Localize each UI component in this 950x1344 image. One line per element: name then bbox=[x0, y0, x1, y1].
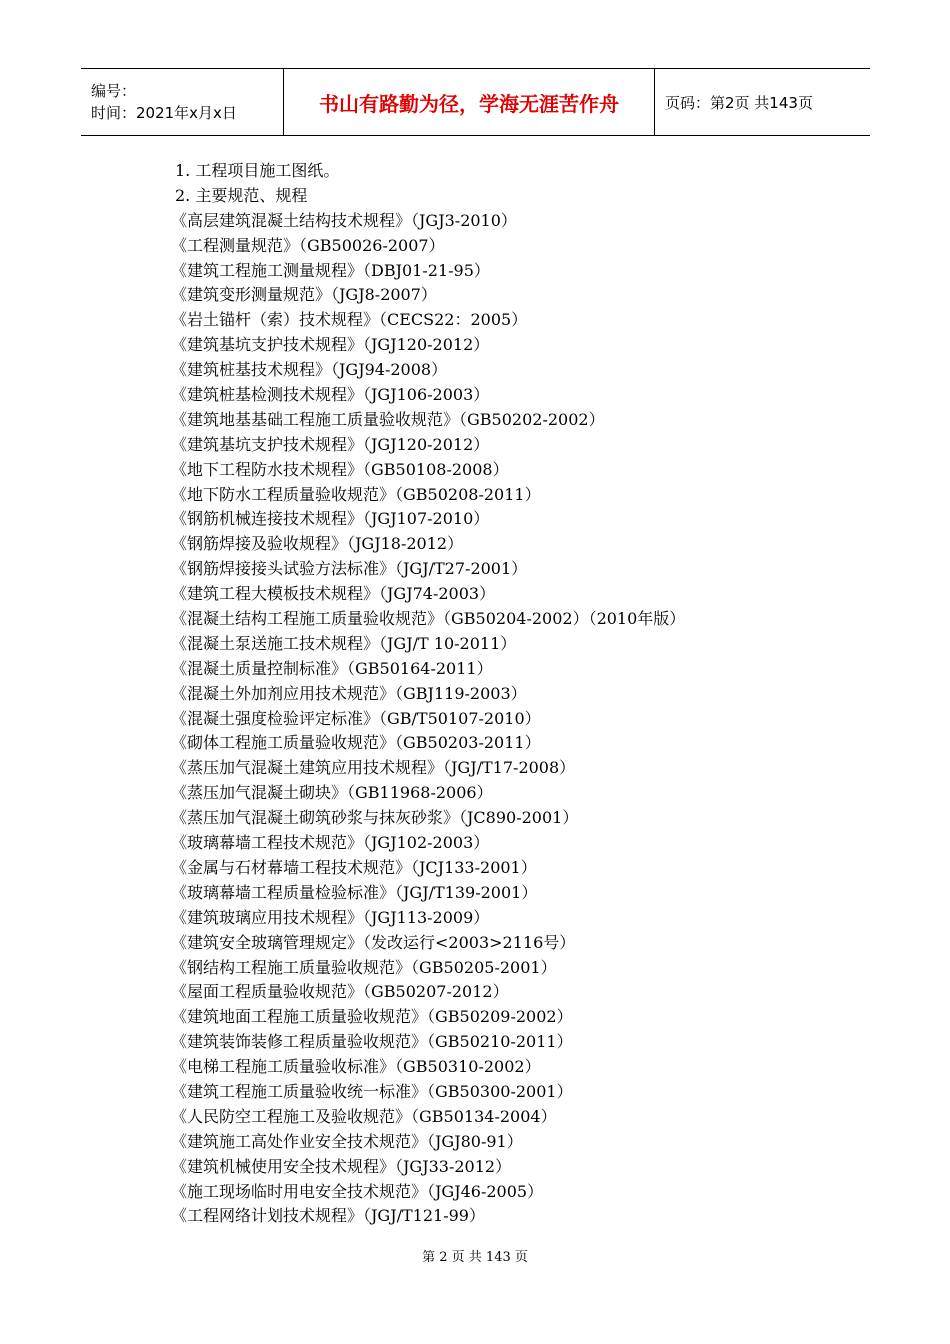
standard-item: 《建筑施工高处作业安全技术规范》（JGJ80-91） bbox=[171, 1131, 523, 1151]
standard-item: 《建筑工程大模板技术规程》（JGJ74-2003） bbox=[171, 584, 496, 604]
header-meta bbox=[81, 69, 283, 135]
standard-item: 《建筑安全玻璃管理规定》（发改运行<2003>2116号） bbox=[171, 932, 576, 952]
standard-item: 《混凝土强度检验评定标准》（GB/T50107-2010） bbox=[171, 708, 541, 728]
standard-item: 《地下工程防水技术规程》（GB50108-2008） bbox=[171, 459, 509, 479]
standard-item: 《钢筋焊接接头试验方法标准》（JGJ/T27-2001） bbox=[171, 559, 528, 579]
standard-item: 《建筑玻璃应用技术规程》（JGJ113-2009） bbox=[171, 907, 490, 927]
standard-item: 《混凝土外加剂应用技术规范》（GBJ119-2003） bbox=[171, 683, 527, 703]
standard-item: 《金属与石材幕墙工程技术规范》（JCJ133-2001） bbox=[171, 857, 537, 877]
standards-list bbox=[171, 209, 871, 1230]
document-body bbox=[171, 159, 871, 1229]
standard-item: 《蒸压加气混凝土砌块》（GB11968-2006） bbox=[171, 783, 493, 803]
standard-item: 《钢结构工程施工质量验收规范》（GB50205-2001） bbox=[171, 957, 557, 977]
standard-item: 《建筑变形测量规范》（JGJ8-2007） bbox=[171, 285, 437, 305]
page-header bbox=[81, 68, 870, 136]
standard-item: 《建筑地基基础工程施工质量验收规范》（GB50202-2002） bbox=[171, 409, 605, 429]
standard-item: 《蒸压加气混凝土砌筑砂浆与抹灰砂浆》（JC890-2001） bbox=[171, 808, 579, 828]
standard-item: 《蒸压加气混凝土建筑应用技术规程》（JGJ/T17-2008） bbox=[171, 758, 576, 778]
standard-item: 《地下防水工程质量验收规范》（GB50208-2011） bbox=[171, 484, 541, 504]
standard-item: 《工程测量规范》（GB50026-2007） bbox=[171, 235, 445, 255]
standard-item: 《钢筋机械连接技术规程》（JGJ107-2010） bbox=[171, 509, 490, 529]
standard-item: 《电梯工程施工质量验收标准》（GB50310-2002） bbox=[171, 1057, 541, 1077]
standard-item: 《施工现场临时用电安全技术规范》（JGJ46-2005） bbox=[171, 1181, 544, 1201]
standard-item: 《建筑机械使用安全技术规程》（JGJ33-2012） bbox=[171, 1156, 512, 1176]
list-item-standards-heading: 2. 主要规范、规程 bbox=[175, 185, 308, 205]
standard-item: 《建筑装饰装修工程质量验收规范》（GB50210-2011） bbox=[171, 1032, 573, 1052]
standard-item: 《屋面工程质量验收规范》（GB50207-2012） bbox=[171, 982, 509, 1002]
standard-item: 《钢筋焊接及验收规程》（JGJ18-2012） bbox=[171, 534, 464, 554]
standard-item: 《建筑地面工程施工质量验收规范》（GB50209-2002） bbox=[171, 1007, 573, 1027]
standard-item: 《建筑基坑支护技术规程》（JGJ120-2012） bbox=[171, 434, 490, 454]
standard-item: 《建筑桩基检测技术规程》（JGJ106-2003） bbox=[171, 385, 490, 405]
standard-item: 《玻璃幕墙工程技术规范》（JGJ102-2003） bbox=[171, 833, 490, 853]
standard-item: 《建筑工程施工测量规程》（DBJ01-21-95） bbox=[171, 260, 490, 280]
standard-item: 《工程网络计划技术规程》（JGJ/T121-99） bbox=[171, 1206, 485, 1226]
standard-item: 《建筑桩基技术规程》（JGJ94-2008） bbox=[171, 360, 448, 380]
standard-item: 《玻璃幕墙工程质量检验标准》（JGJ/T139-2001） bbox=[171, 882, 538, 902]
standard-item: 《岩土锚杆（索）技术规程》（CECS22：2005） bbox=[171, 310, 528, 330]
standard-item: 《混凝土泵送施工技术规程》（JGJ/T 10-2011） bbox=[171, 633, 517, 653]
standard-item: 《混凝土质量控制标准》（GB50164-2011） bbox=[171, 658, 493, 678]
document-date: 时间：2021年x月x日 bbox=[91, 104, 237, 122]
standard-item: 《混凝土结构工程施工质量验收规范》（GB50204-2002）（2010年版） bbox=[171, 609, 686, 629]
standard-item: 《建筑基坑支护技术规程》（JGJ120-2012） bbox=[171, 335, 490, 355]
header-motto: 书山有路勤为径，学海无涯苦作舟 bbox=[283, 69, 655, 135]
document-number-label: 编号： bbox=[91, 82, 137, 100]
page-footer: 第 2 页 共 143 页 bbox=[422, 1250, 528, 1265]
header-page-info: 页码：第2页 共143页 bbox=[665, 93, 813, 112]
standard-item: 《高层建筑混凝土结构技术规程》（JGJ3-2010） bbox=[171, 210, 517, 230]
list-item-drawings: 1. 工程项目施工图纸。 bbox=[175, 161, 340, 180]
standard-item: 《砌体工程施工质量验收规范》（GB50203-2011） bbox=[171, 733, 541, 753]
standard-item: 《建筑工程施工质量验收统一标准》（GB50300-2001） bbox=[171, 1081, 573, 1101]
standard-item: 《人民防空工程施工及验收规范》（GB50134-2004） bbox=[171, 1106, 557, 1126]
